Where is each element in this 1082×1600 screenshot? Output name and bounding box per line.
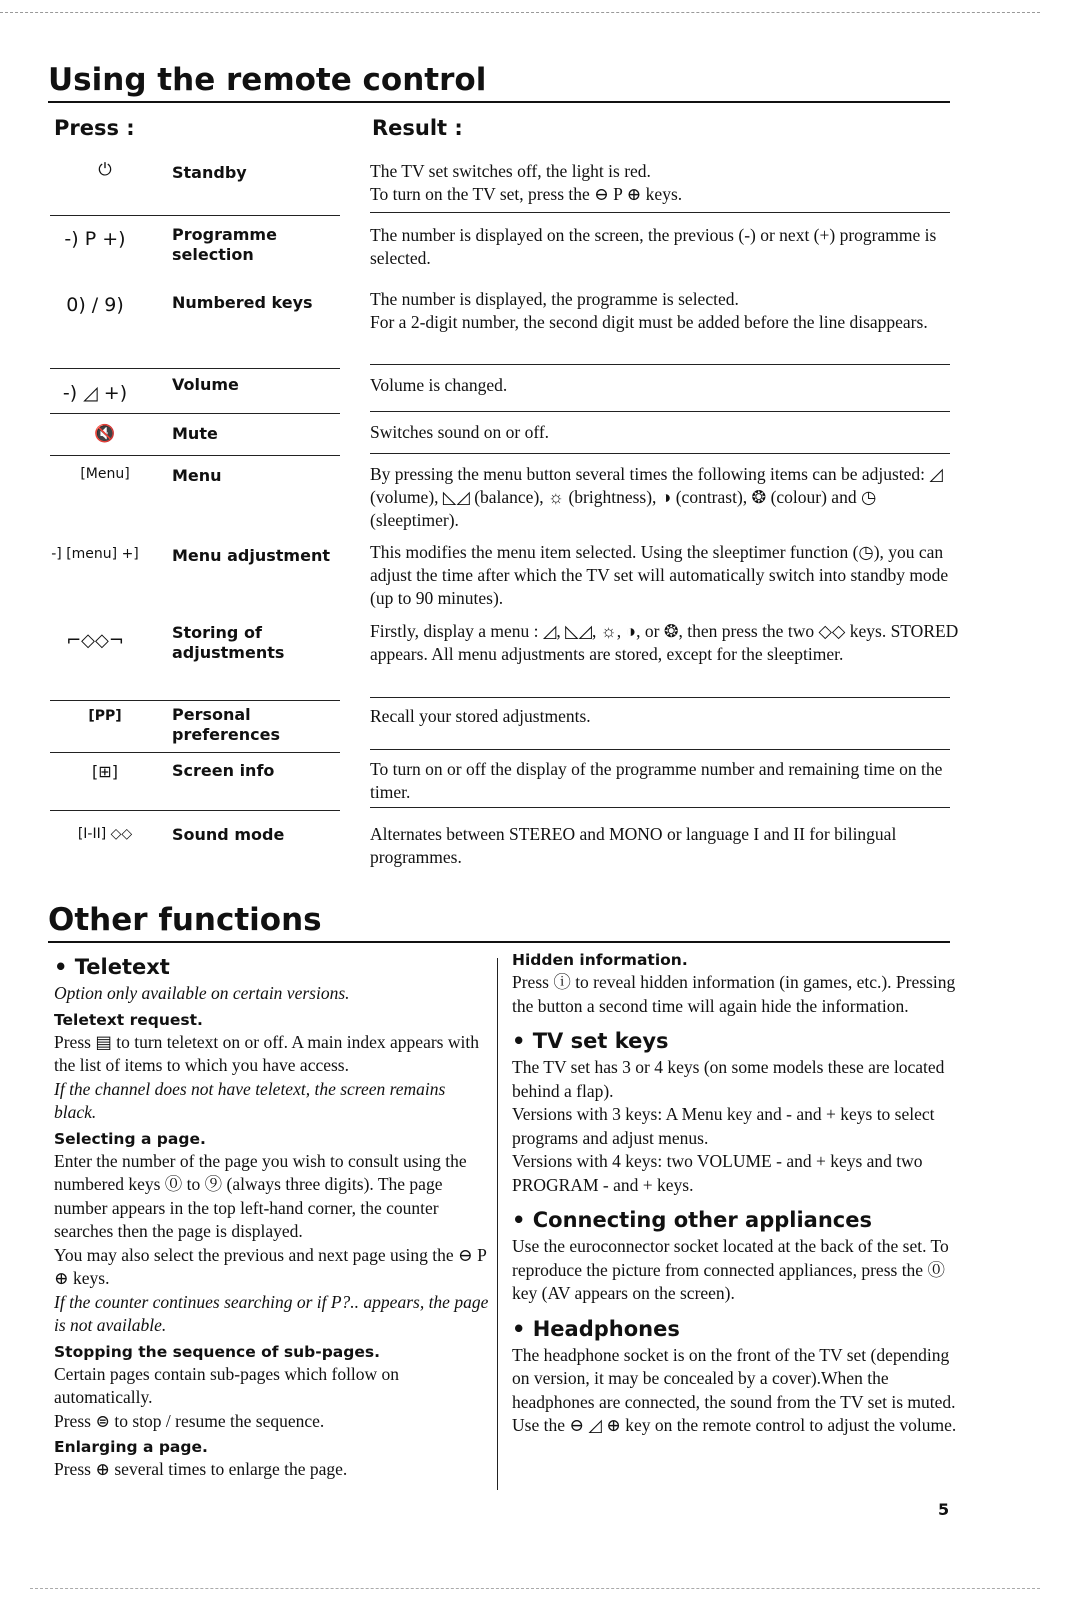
menu-adjust-icon: -] [menu] +] (51, 546, 139, 562)
headphones-text: The headphone socket is on the front of the TV set (depending on version, it may be concealed by a cover).When the headphones are connected, the sound from the TV set is muted. Use the ⊖ ◿ ⊕ key on the remote control to adjust the volume. (512, 1344, 957, 1435)
result-header: Result : (372, 116, 463, 140)
result-numbered-keys: The number is displayed, the programme is selected. For a 2-digit number, the second digit must be added before the line disappears. (370, 289, 928, 332)
other-functions-title: Other functions (48, 902, 322, 938)
personal-preferences-icon: [PP] (88, 708, 122, 724)
label-sound-mode: Sound mode (172, 825, 285, 844)
right-column (512, 950, 967, 1438)
top-scan-line (0, 12, 1040, 13)
label-numbered-keys: Numbered keys (172, 293, 313, 312)
result-mute: Switches sound on or off. (370, 422, 550, 442)
enlarge-page-text: Press ⊕ several times to enlarge the page. (54, 1459, 348, 1479)
connecting-text: Use the euroconnector socket located at the back of the set. To reproduce the picture from connected appliances, press the ⓪ key (AV appears on the screen). (512, 1236, 949, 1303)
column-divider (497, 958, 498, 1490)
store-keys-icon: ⌐◇◇¬ (66, 630, 124, 651)
headphones-heading: • Headphones (512, 1316, 680, 1341)
result-storing-adjustments: Firstly, display a menu : ◿, ◺◿, ☼, ◑, or ❂, then press the two ◇◇ keys. STORED appears. All menu adjustments are stored, except for the sleeptimer. (370, 621, 959, 664)
result-personal-preferences: Recall your stored adjustments. (370, 706, 591, 726)
enlarge-page-title: Enlarging a page. (54, 1438, 208, 1456)
volume-keys-icon: -) ◿ +) (62, 382, 128, 404)
mute-icon: 🔇 (94, 424, 116, 444)
row-separator (370, 697, 950, 698)
result-volume: Volume is changed. (370, 375, 508, 395)
row-separator (370, 411, 950, 412)
teletext-note: Option only available on certain versions. (54, 983, 350, 1003)
tv-keys-text: The TV set has 3 or 4 keys (on some models these are located behind a flap). (512, 1057, 945, 1101)
teletext-request-title: Teletext request. (54, 1010, 203, 1029)
tv-keys-v3: Versions with 3 keys: A Menu key and - and + keys to select programs and adjust menus. (512, 1104, 935, 1148)
label-standby: Standby (172, 163, 247, 182)
hidden-info-title: Hidden information. (512, 951, 688, 969)
select-page-title: Selecting a page. (54, 1129, 206, 1148)
result-menu: By pressing the menu button several times the following items can be adjusted: ◿ (volume), ◺◿ (balance), ☼ (brightness), ◑ (contrast), ❂ (colour) and ◷ (sleeptimer). (370, 464, 943, 530)
row-separator (370, 453, 950, 454)
label-mute: Mute (172, 424, 218, 443)
row-separator (50, 455, 340, 456)
stop-subpages-title: Stopping the sequence of sub-pages. (54, 1342, 380, 1361)
stop-subpages-text2: Press ⊜ to stop / resume the sequence. (54, 1410, 325, 1431)
row-separator (50, 368, 340, 369)
result-menu-adjustment: This modifies the menu item selected. Using the sleeptimer function (◷), you can adjust the time after which the TV set will automatically switch into standby mode (up to 90 minutes). (370, 542, 949, 608)
teletext-request-text: Press ▤ to turn teletext on or off. A main index appears with the list of items to which you have access. (54, 1031, 479, 1075)
select-page-text: Enter the number of the page you wish to consult using the numbered keys ⓪ to ⑨ (always three digits). The page number appears in the top left-hand corner, the counter searches then the page is displayed. (54, 1150, 467, 1241)
press-header: Press : (54, 116, 135, 140)
connecting-heading: • Connecting other appliances (512, 1208, 872, 1232)
title-rule (48, 101, 950, 103)
tv-keys-heading: • TV set keys (512, 1029, 669, 1053)
page-title: Using the remote control (48, 62, 487, 98)
label-programme-selection: Programme selection (172, 225, 277, 264)
label-screen-info: Screen info (172, 761, 275, 780)
row-separator (50, 752, 340, 753)
row-separator (50, 413, 340, 414)
row-separator (370, 807, 950, 808)
result-screen-info: To turn on or off the display of the programme number and remaining time on the timer. (370, 759, 943, 802)
row-separator (50, 700, 340, 701)
row-separator (370, 364, 950, 365)
teletext-section (54, 950, 490, 1482)
programme-keys-icon: -) P +) (64, 228, 126, 250)
label-storing-adjustments: Storing of adjustments (172, 623, 285, 662)
row-separator (50, 215, 340, 216)
hidden-info-text: Press ⓘ to reveal hidden information (in games, etc.). Pressing the button a second time will again hide the information. (512, 972, 956, 1016)
menu-icon: [Menu] (80, 466, 130, 482)
standby-icon: ⏻ (98, 160, 112, 180)
stop-subpages-text: Certain pages contain sub-pages which follow on automatically. (54, 1363, 400, 1407)
title-rule (48, 941, 950, 943)
bottom-scan-line (30, 1588, 1040, 1589)
label-personal-preferences: Personal preferences (172, 705, 280, 744)
page-number: 5 (938, 1500, 950, 1519)
label-menu: Menu (172, 466, 222, 485)
teletext-heading: • Teletext (54, 955, 170, 979)
row-separator (370, 749, 950, 750)
numbered-keys-icon: 0) / 9) (66, 294, 124, 316)
teletext-request-note: If the channel does not have teletext, the screen remains black. (54, 1078, 446, 1122)
result-programme-selection: The number is displayed on the screen, the previous (-) or next (+) programme is selected. (370, 225, 937, 268)
screen-info-icon: [⊞] (92, 762, 118, 781)
select-page-note: If the counter continues searching or if P?.. appears, the page is not available. (54, 1291, 489, 1335)
select-page-text2: You may also select the previous and next page using the ⊖ P ⊕ keys. (54, 1244, 487, 1288)
result-sound-mode: Alternates between STEREO and MONO or language I and II for bilingual programmes. (370, 824, 897, 867)
label-menu-adjustment: Menu adjustment (172, 546, 330, 565)
sound-mode-icon: [I-II] ◇◇ (77, 826, 133, 842)
row-separator (370, 212, 950, 213)
tv-keys-v4: Versions with 4 keys: two VOLUME - and + keys and two PROGRAM - and + keys. (512, 1151, 923, 1195)
result-standby: The TV set switches off, the light is red. To turn on the TV set, press the ⊖ P ⊕ keys. (370, 161, 683, 204)
row-separator (50, 810, 340, 811)
label-volume: Volume (172, 375, 239, 394)
